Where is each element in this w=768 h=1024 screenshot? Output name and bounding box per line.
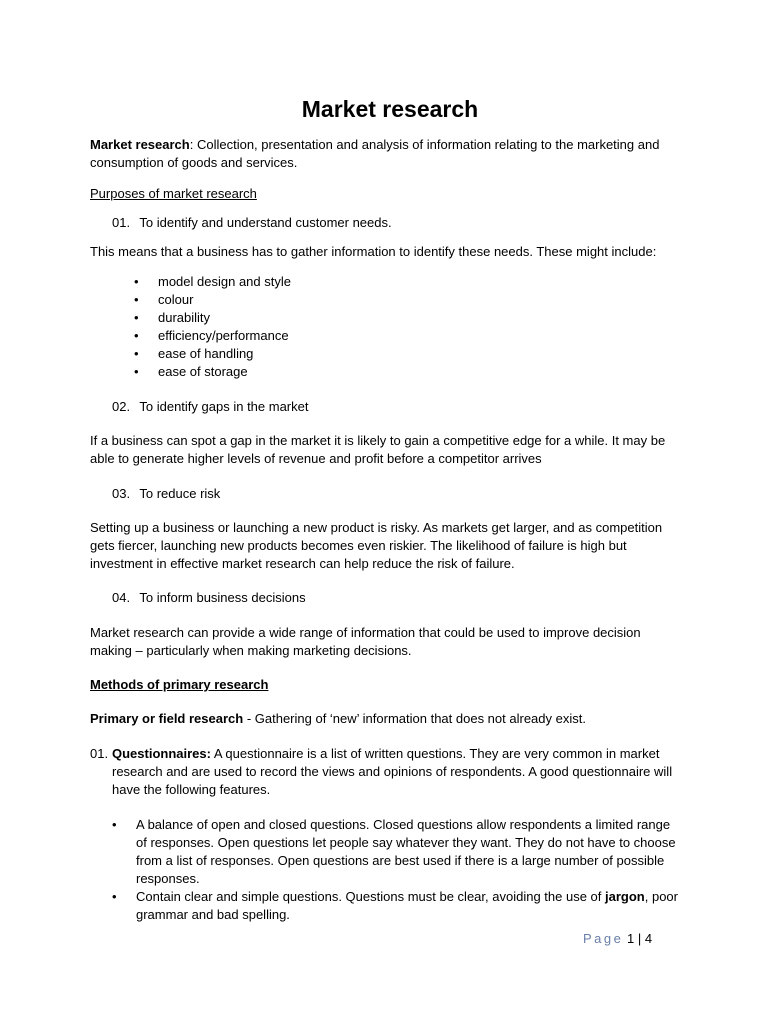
page-label: Page xyxy=(583,931,624,946)
needs-list xyxy=(90,273,291,381)
features-list xyxy=(90,816,678,924)
purpose-2-paragraph: If a business can spot a gap in the market it is likely to gain a competitive edge for a while. It may be able to generate higher levels of revenue and profit before a competitor arrives xyxy=(90,433,666,466)
purpose-text: To identify gaps in the market xyxy=(139,399,309,414)
page-title: Market research xyxy=(301,96,479,122)
purpose-number: 03. xyxy=(112,486,131,501)
current-page: 1 xyxy=(627,931,635,946)
methods-heading: Methods of primary research xyxy=(90,677,269,692)
purpose-item-2 xyxy=(112,398,308,416)
purpose-4-paragraph: Market research can provide a wide range of information that could be used to improve decision making – particularly when making marketing decisions. xyxy=(90,625,641,658)
purposes-heading: Purposes of market research xyxy=(90,186,257,201)
purpose-item-4 xyxy=(112,589,306,607)
purpose-number: 02. xyxy=(112,399,131,414)
definition-term: Market research xyxy=(90,137,190,152)
purpose-number: 01. xyxy=(112,215,131,230)
definition-paragraph xyxy=(90,136,686,172)
primary-research-paragraph xyxy=(90,710,686,728)
method-term: Questionnaires: xyxy=(112,746,211,761)
feature-text: Contain clear and simple questions. Questions must be clear, avoiding the use of xyxy=(136,889,605,904)
purpose-number: 04. xyxy=(112,590,131,605)
list-item: • durability xyxy=(90,309,291,327)
list-item: • ease of handling xyxy=(90,345,291,363)
purpose-1-paragraph: This means that a business has to gather information to identify these needs. These might include: xyxy=(90,244,657,259)
list-item xyxy=(90,888,678,924)
purpose-3-paragraph: Setting up a business or launching a new product is risky. As markets get larger, and as competition gets fiercer, launching new products becomes even riskier. The likelihood of failure is high but investment in effective market research can help reduce the risk of failure. xyxy=(90,520,663,571)
feature-bold-term: jargon xyxy=(605,889,645,904)
list-item: • colour xyxy=(90,291,291,309)
definition-text: : Collection, presentation and analysis of information relating to the marketing and consumption of goods and services. xyxy=(90,137,660,170)
list-item: • efficiency/performance xyxy=(90,327,291,345)
page-footer xyxy=(583,930,652,948)
primary-term: Primary or field research xyxy=(90,711,244,726)
list-item: • model design and style xyxy=(90,273,291,291)
feature-text-end: , poor grammar and bad spelling. xyxy=(136,889,678,922)
method-item-1 xyxy=(90,745,686,799)
primary-text: - Gathering of ‘new’ information that does not already exist. xyxy=(243,711,586,726)
page-separator: | xyxy=(637,931,642,946)
purpose-item-1 xyxy=(112,214,392,232)
list-item: • ease of storage xyxy=(90,363,291,381)
method-text: A questionnaire is a list of written questions. They are very common in market research and are used to record the views and opinions of respondents. A good questionnaire will have the following features. xyxy=(112,746,673,797)
purpose-text: To inform business decisions xyxy=(139,590,306,605)
purpose-item-3 xyxy=(112,485,220,503)
total-pages: 4 xyxy=(644,931,653,946)
list-item: • A balance of open and closed questions. Closed questions allow respondents a limited range of responses. Open questions let people say whatever they want. They do not have to choose from a list of responses. Open questions are best used if there is a large number of possible responses. xyxy=(90,816,678,888)
purpose-text: To reduce risk xyxy=(139,486,221,501)
method-number: 01. xyxy=(90,746,109,761)
purpose-text: To identify and understand customer needs. xyxy=(139,215,392,230)
